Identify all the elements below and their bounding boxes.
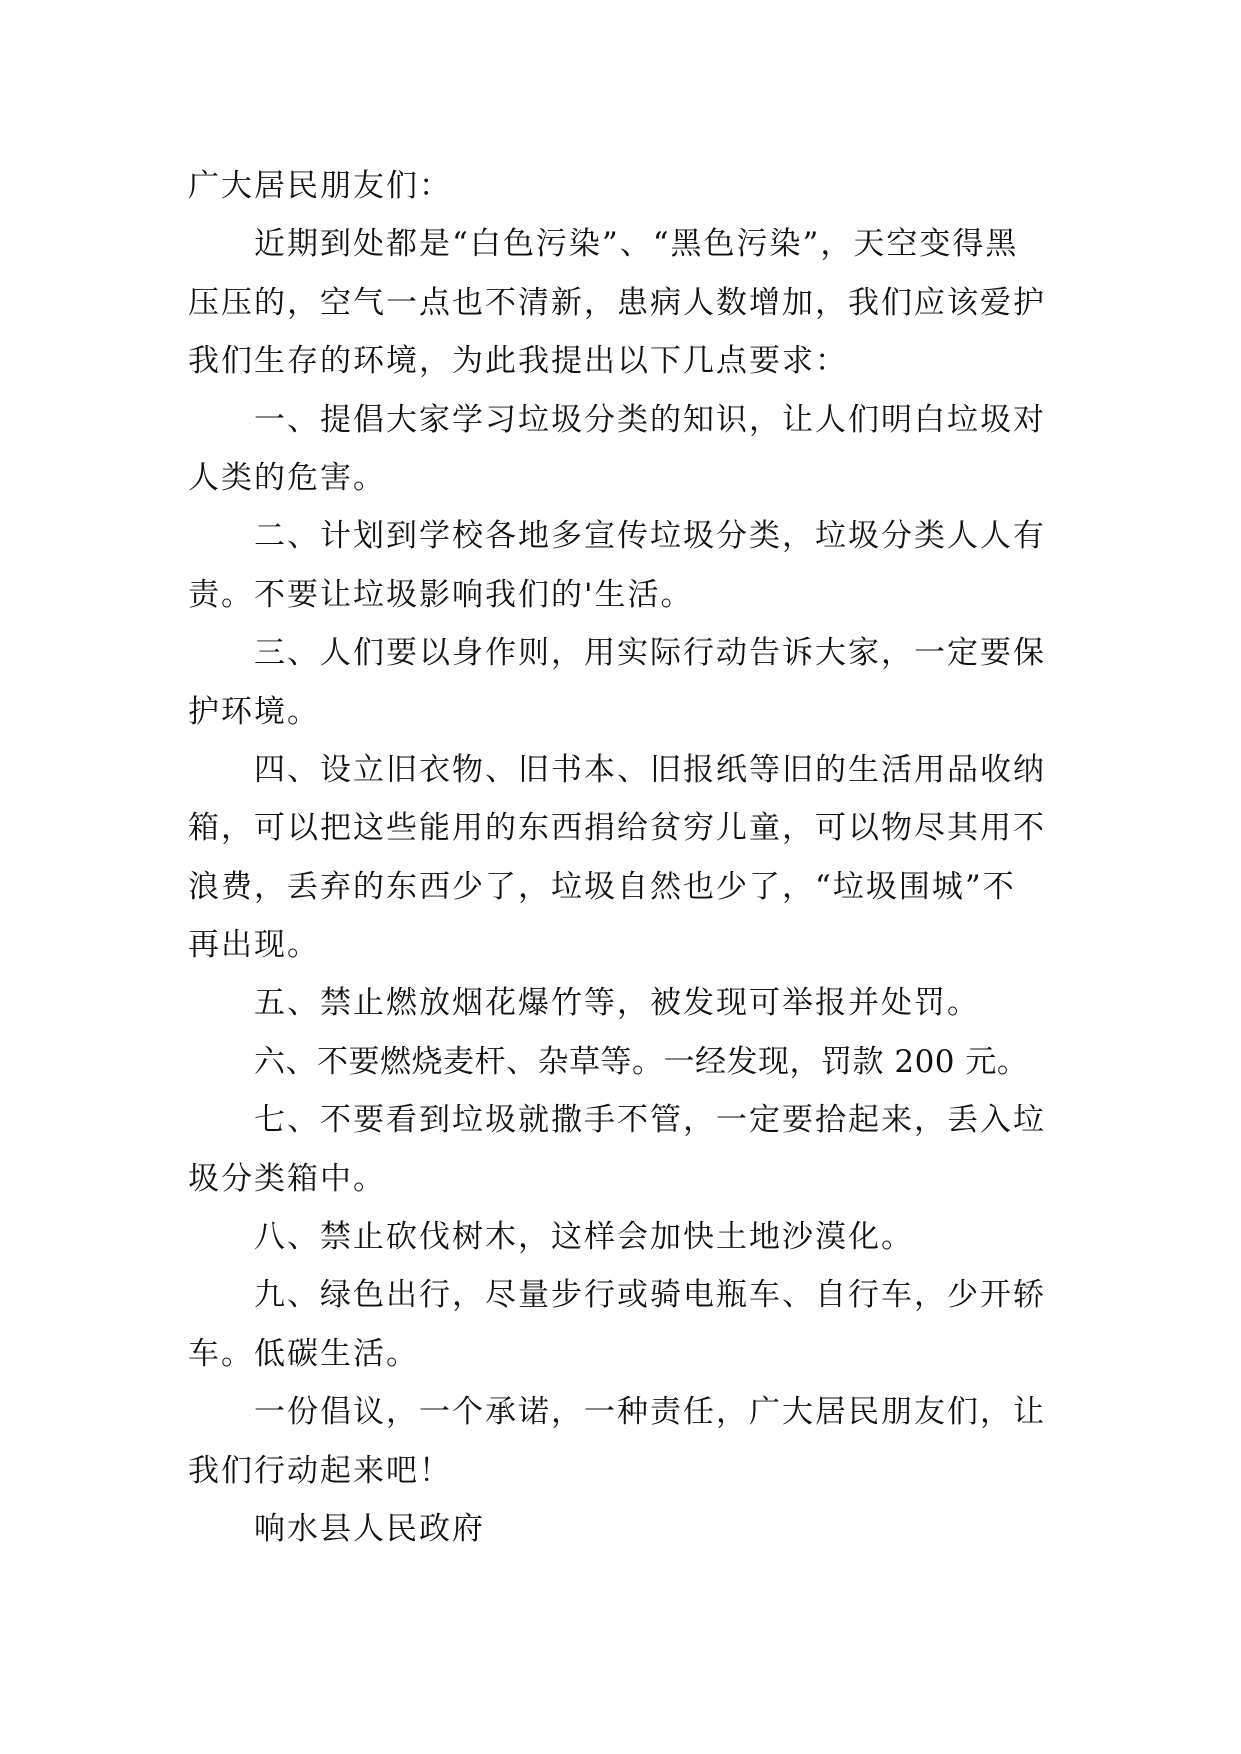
text-line: 一、提倡大家学习垃圾分类的知识，让人们明白垃圾对 [254,401,1046,438]
text-line: 近期到处都是“白色污染”、“黑色污染”，天空变得黑 [254,226,1019,263]
text-line: 五、禁止燃放烟花爆竹等，被发现可举报并处罚。 [254,985,980,1022]
text-line: 箱，可以把这些能用的东西捐给贫穷儿童，可以物尽其用不 [188,810,1046,847]
text-line: 九、绿色出行，尽量步行或骑电瓶车、自行车，少开轿 [254,1277,1046,1314]
text-line: 一份倡议，一个承诺，一种责任，广大居民朋友们，让 [254,1394,1046,1431]
signature-line: 响水县人民政府 [254,1510,485,1547]
letter-body [188,157,1058,1558]
text-line: 六、不要燃烧麦杆、杂草等。一经发现，罚款 200 元。 [254,1043,1029,1080]
text-line: 七、不要看到垃圾就撒手不管，一定要拾起来，丢入垃 [254,1102,1046,1139]
text-line: 责。不要让垃圾影响我们的'生活。 [188,576,694,613]
text-line: 我们生存的环境，为此我提出以下几点要求： [188,343,848,380]
text-line: 我们行动起来吧！ [188,1452,452,1489]
text-line: 三、人们要以身作则，用实际行动告诉大家，一定要保 [254,635,1046,672]
text-line: 再出现。 [188,927,320,964]
text-line: 护环境。 [188,693,320,730]
text-line: 八、禁止砍伐树木，这样会加快土地沙漠化。 [254,1219,914,1256]
salutation-line: 广大居民朋友们： [188,168,452,204]
text-line: 二、计划到学校各地多宣传垃圾分类，垃圾分类人人有 [254,518,1046,555]
text-line: 浪费，丢弃的东西少了，垃圾自然也少了，“垃圾围城”不 [188,868,1016,905]
text-line: 压压的，空气一点也不清新，患病人数增加，我们应该爱护 [188,284,1046,321]
text-line: 车。低碳生活。 [188,1335,419,1372]
text-line: 人类的危害。 [188,459,386,496]
text-line: 圾分类箱中。 [188,1160,386,1197]
text-line: 四、设立旧衣物、旧书本、旧报纸等旧的生活用品收纳 [254,751,1046,788]
